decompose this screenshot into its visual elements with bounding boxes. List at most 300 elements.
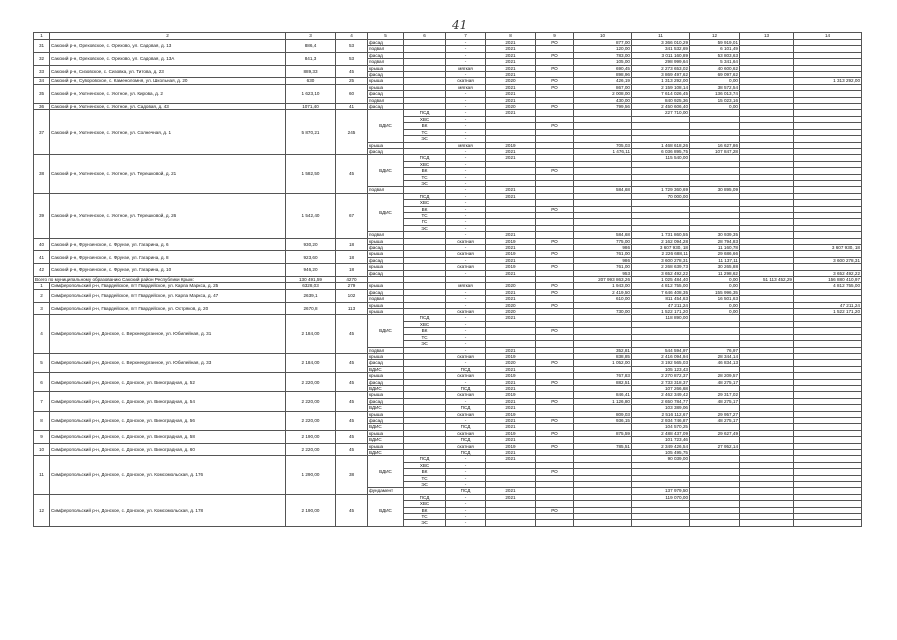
volume-cell: 1 126,80 [574, 398, 632, 404]
volume-cell: 2 419,50 [574, 289, 632, 295]
material-cell: - [446, 296, 486, 302]
col13-cell: 3 652 492,22 [794, 270, 862, 276]
material-cell: - [446, 257, 486, 263]
work-type-cell: ВДИС [368, 405, 404, 411]
area-cell: 6328,03 [286, 283, 336, 289]
material-cell: - [446, 46, 486, 52]
address-cell: Симферопольский р-н, Донское, с. Донское, ул. Виноградная, д. 56 [50, 411, 286, 430]
cost-cell: 3 600 278,31 [632, 257, 690, 263]
year-cell: 2020 [486, 78, 536, 84]
address-cell: Симферопольский р-н, Гвардейское, пгт Гвардейское, ул. Остряков, д. 20 [50, 302, 286, 315]
residents-cell: 113 [336, 302, 368, 315]
area-cell: 1 290,00 [286, 456, 336, 494]
cost-cell: 2 226 688,11 [632, 251, 690, 257]
year-cell: 2019 [486, 353, 536, 359]
material-cell: - [446, 193, 486, 199]
year-cell: 2021 [486, 257, 536, 263]
residents-cell: 53 [336, 40, 368, 53]
residents-cell: 25 [336, 78, 368, 84]
material-cell: ПСД [446, 405, 486, 411]
total-unit-cost: 1 025 484,40 [632, 277, 690, 283]
unit-cost-cell: 38 572,54 [690, 84, 740, 90]
method-cell: РО [536, 430, 574, 436]
area-cell: 1071,40 [286, 104, 336, 110]
material-cell: ПСД [446, 385, 486, 391]
system-cell: ВДИС [368, 315, 404, 347]
unit-cost-cell: 0,00 [690, 309, 740, 315]
cost-cell: 1 729 360,69 [632, 187, 690, 193]
residents-cell: 45 [336, 430, 368, 443]
material-cell: - [446, 417, 486, 423]
work-type-cell: крыша [368, 302, 404, 308]
address-cell: Сакский р-н, Ореховское, с. Орехово, ул. Садовая, д. 13 [50, 40, 286, 53]
volume-cell: 610,00 [574, 296, 632, 302]
year-cell: 2019 [486, 264, 536, 270]
volume-cell: 838,85 [574, 353, 632, 359]
work-type-cell: фасад [368, 417, 404, 423]
work-type-cell: крыша [368, 84, 404, 90]
unit-cost-cell: 48 275,17 [690, 398, 740, 404]
year-cell: 2021 [486, 65, 536, 71]
unit-cost-cell: 16 501,63 [690, 296, 740, 302]
cost-cell: 3 607 930, 18 [632, 245, 690, 251]
cost-cell: 2 733 318,37 [632, 379, 690, 385]
year-cell: 2021 [486, 289, 536, 295]
address-cell: Сакский р-н, Уютненское, с. Уютное, ул. Кирова, д. 2 [50, 84, 286, 103]
unit-cost-cell: 46 834,13 [690, 360, 740, 366]
method-cell: РО [536, 379, 574, 385]
year-cell: 2021 [486, 270, 536, 276]
cost-cell: 103 389,06 [632, 405, 690, 411]
unit-cost-cell: 28 794,83 [690, 238, 740, 244]
work-type-cell: крыша [368, 283, 404, 289]
system-cell: ВДИС [368, 110, 404, 142]
material-cell: ПСД [446, 437, 486, 443]
year-cell: 2021 [486, 347, 536, 353]
row-number: 39 [34, 193, 50, 238]
method-cell: РО [536, 84, 574, 90]
repair-program-table [33, 32, 862, 527]
material-cell: скатная [446, 264, 486, 270]
material-cell: - [446, 289, 486, 295]
cost-cell: 2 159 108,14 [632, 84, 690, 90]
year-cell: 2021 [486, 398, 536, 404]
volume-cell: 584,68 [574, 232, 632, 238]
row-number: 5 [34, 353, 50, 372]
volume-cell: 775,00 [574, 238, 632, 244]
work-type-cell: крыша [368, 392, 404, 398]
method-cell: РО [536, 78, 574, 84]
row-number: 7 [34, 392, 50, 411]
work-subtype-cell: ЭС [404, 341, 446, 347]
cost-cell: 2 349 426,54 [632, 443, 690, 449]
area-cell: 889,33 [286, 65, 336, 78]
material-cell: - [446, 514, 486, 520]
material-cell: - [446, 360, 486, 366]
residents-cell: 41 [336, 104, 368, 110]
total-col12: 0,00 [690, 277, 740, 283]
volume-cell: 1 476,11 [574, 148, 632, 154]
row-number: 8 [34, 411, 50, 430]
row-number: 36 [34, 104, 50, 110]
column-number: 4 [336, 33, 368, 40]
work-subtype-cell: ПСД [404, 456, 446, 462]
row-number: 31 [34, 40, 50, 53]
address-cell: Сакский р-н, Суворовское, с. Каменоломня, ул. Школьная, д. 20 [50, 78, 286, 84]
work-type-cell: фасад [368, 360, 404, 366]
year-cell: 2021 [486, 72, 536, 78]
work-type-cell: фасад [368, 52, 404, 58]
work-subtype-cell: ХВС [404, 462, 446, 468]
cost-cell: 47 211,24 [632, 302, 690, 308]
material-cell: скатная [446, 309, 486, 315]
work-type-cell: фасад [368, 91, 404, 97]
volume-cell: 1 943,00 [574, 283, 632, 289]
cost-cell: 70 000,00 [632, 193, 690, 199]
total-cost: 207 993 863,26 [574, 277, 632, 283]
area-cell: 1 542,40 [286, 193, 336, 238]
cost-cell: 7 646 408,35 [632, 289, 690, 295]
method-cell: РО [536, 104, 574, 110]
work-subtype-cell: ТС [404, 475, 446, 481]
work-type-cell: подвал [368, 59, 404, 65]
work-type-cell: крыша [368, 78, 404, 84]
work-subtype-cell: ХВС [404, 116, 446, 122]
residents-cell: 67 [336, 193, 368, 238]
cost-cell: 1 468 618,26 [632, 142, 690, 148]
row-number: 11 [34, 456, 50, 494]
year-cell: 2019 [486, 251, 536, 257]
material-cell: - [446, 334, 486, 340]
cost-cell: 298 999,64 [632, 59, 690, 65]
work-type-cell: крыша [368, 411, 404, 417]
volume-cell: 882,51 [574, 379, 632, 385]
volume-cell: 352,81 [574, 347, 632, 353]
year-cell: 2020 [486, 283, 536, 289]
material-cell: - [446, 40, 486, 46]
system-cell: ВДИС [368, 193, 404, 231]
area-cell: 2670,8 [286, 302, 336, 315]
system-cell: ВДИС [368, 456, 404, 488]
material-cell: - [446, 321, 486, 327]
work-type-cell: подвал [368, 187, 404, 193]
volume-cell: 426,19 [574, 78, 632, 84]
material-cell: скатная [446, 411, 486, 417]
volume-cell: 986 [574, 245, 632, 251]
unit-cost-cell [690, 520, 740, 526]
volume-cell: 2 008,00 [574, 91, 632, 97]
cost-cell: 105 123,43 [632, 366, 690, 372]
work-type-cell: фасад [368, 148, 404, 154]
volume-cell: 730,00 [574, 309, 632, 315]
volume-cell: 690,45 [574, 65, 632, 71]
cost-cell: 90 039,00 [632, 456, 690, 462]
row-number: 2 [34, 289, 50, 302]
residents-cell: 245 [336, 110, 368, 155]
cost-cell: 2 650 784,77 [632, 398, 690, 404]
method-cell: РО [536, 123, 574, 129]
cost-cell: 3 652 492,22 [632, 270, 690, 276]
column-number: 3 [286, 33, 336, 40]
address-cell: Симферопольский р-н, Донское, с. Донское, ул. Виноградная, д. 52 [50, 373, 286, 392]
cost-cell: 118 890,00 [632, 315, 690, 321]
year-cell: 2021 [486, 379, 536, 385]
material-cell: - [446, 200, 486, 206]
year-cell: 2021 [486, 424, 536, 430]
volume-cell: 430,00 [574, 97, 632, 103]
work-subtype-cell: ВК [404, 507, 446, 513]
unit-cost-cell: 29 957,27 [690, 411, 740, 417]
volume-cell: 1 052,00 [574, 360, 632, 366]
cost-cell: 2 516 112,67 [632, 411, 690, 417]
method-cell: РО [536, 360, 574, 366]
material-cell: - [446, 456, 486, 462]
work-subtype-cell: ВК [404, 328, 446, 334]
year-cell: 2021 [486, 417, 536, 423]
material-cell: ПСД [446, 488, 486, 494]
work-subtype-cell: ТС [404, 129, 446, 135]
work-subtype-cell: ТС [404, 334, 446, 340]
cost-cell: 1 313 292,00 [632, 78, 690, 84]
method-cell: РО [536, 238, 574, 244]
residents-cell: 53 [336, 52, 368, 65]
area-cell: 1 582,50 [286, 155, 336, 193]
address-cell: Сакский р-н, Уютненское, с. Уютное, ул. Садовая, д. 43 [50, 104, 286, 110]
year-cell [486, 520, 536, 526]
row-number: 3 [34, 302, 50, 315]
work-subtype-cell: ТС [404, 174, 446, 180]
address-cell: Сакский р-н, Фрунзенское, с. Фрунзе, ул. Гагарина, д. 10 [50, 264, 286, 277]
year-cell: 2020 [486, 104, 536, 110]
work-subtype-cell: ПСД [404, 315, 446, 321]
unit-cost-cell: 53 803,63 [690, 52, 740, 58]
year-cell: 2021 [486, 46, 536, 52]
material-cell: - [446, 245, 486, 251]
residents-cell: 60 [336, 84, 368, 103]
work-type-cell: ВДИС [368, 450, 404, 456]
work-type-cell: фундамент [368, 488, 404, 494]
material-cell: - [446, 341, 486, 347]
cost-cell: 2 488 437,09 [632, 430, 690, 436]
year-cell: 2019 [486, 392, 536, 398]
unit-cost-cell: 30 939,35 [690, 232, 740, 238]
cost-cell: 840 925,36 [632, 97, 690, 103]
unit-cost-cell: 30 265,88 [690, 264, 740, 270]
material-cell: - [446, 379, 486, 385]
material-cell: ПСД [446, 424, 486, 430]
unit-cost-cell: 48 275,17 [690, 379, 740, 385]
column-number: 2 [50, 33, 286, 40]
year-cell: 2021 [486, 232, 536, 238]
material-cell: - [446, 469, 486, 475]
unit-cost-cell: 11 298,62 [690, 270, 740, 276]
col13-cell: 47 211,24 [794, 302, 862, 308]
work-type-cell: крыша [368, 65, 404, 71]
residents-cell: 45 [336, 443, 368, 456]
address-cell: Симферопольский р-н, Донское, с. Донское, ул. Виноградная, д. 60 [50, 443, 286, 456]
material-cell: ПСД [446, 450, 486, 456]
method-cell: РО [536, 264, 574, 270]
work-type-cell: фасад [368, 104, 404, 110]
total-area: 130 491,59 [286, 277, 336, 283]
unit-cost-cell: 0,00 [690, 104, 740, 110]
cost-cell: 6 036 895,75 [632, 148, 690, 154]
cost-cell: 3 192 565,03 [632, 360, 690, 366]
cost-cell [632, 520, 690, 526]
year-cell: 2021 [486, 148, 536, 154]
column-number: 8 [486, 33, 536, 40]
cost-cell: 341 532,69 [632, 46, 690, 52]
cost-cell: 105 495,75 [632, 450, 690, 456]
material-cell: - [446, 174, 486, 180]
volume-cell: 809,03 [574, 411, 632, 417]
unit-cost-cell: 76,97 [690, 347, 740, 353]
material-cell: мягкая [446, 84, 486, 90]
work-subtype-cell: ВК [404, 206, 446, 212]
work-subtype-cell: ГС [404, 219, 446, 225]
work-type-cell: фасад [368, 379, 404, 385]
work-type-cell: крыша [368, 443, 404, 449]
year-cell: 2021 [486, 245, 536, 251]
total-label: Всего по муниципальному образованию Сакский район Республики Крым: [34, 277, 286, 283]
year-cell: 2021 [486, 187, 536, 193]
unit-cost-cell: 11 137,11 [690, 257, 740, 263]
method-cell: РО [536, 417, 574, 423]
unit-cost-cell: 11 160,78 [690, 245, 740, 251]
area-cell: 2 220,00 [286, 443, 336, 456]
area-cell: 946,20 [286, 264, 336, 277]
column-number: 1 [34, 33, 50, 40]
unit-cost-cell: 15 023,16 [690, 97, 740, 103]
row-number: 4 [34, 315, 50, 353]
address-cell: Сакский р-н, Уютненское, с. Уютное, ул. Терешковой, д. 26 [50, 193, 286, 238]
year-cell: 2021 [486, 296, 536, 302]
volume-cell: 761,00 [574, 251, 632, 257]
area-cell: 1 623,10 [286, 84, 336, 103]
method-cell: РО [536, 443, 574, 449]
work-type-cell: ВДИС [368, 437, 404, 443]
volume-cell: 783,00 [574, 52, 632, 58]
residents-cell: 45 [336, 411, 368, 430]
year-cell: 2019 [486, 430, 536, 436]
work-subtype-cell: ЭС [404, 136, 446, 142]
method-cell: РО [536, 40, 574, 46]
work-subtype-cell: ЭС [404, 225, 446, 231]
cost-cell: 107 266,68 [632, 385, 690, 391]
unit-cost-cell: 6 101,49 [690, 46, 740, 52]
system-cell: ВДИС [368, 494, 404, 526]
material-cell: - [446, 136, 486, 142]
row-number: 40 [34, 238, 50, 251]
row-number: 12 [34, 494, 50, 526]
row-number: 42 [34, 264, 50, 277]
method-cell: РО [536, 251, 574, 257]
address-cell: Сакский р-н, Сизовское, с. Сизовка, ул. Титова, д. 23 [50, 65, 286, 78]
material-cell: скатная [446, 443, 486, 449]
work-subtype-cell: ХВС [404, 321, 446, 327]
column-number: 14 [794, 33, 862, 40]
material-cell: - [446, 398, 486, 404]
material-cell: - [446, 462, 486, 468]
unit-cost-cell: 5 341,64 [690, 59, 740, 65]
residents-cell: 18 [336, 238, 368, 251]
material-cell: - [446, 110, 486, 116]
method-cell: РО [536, 507, 574, 513]
work-type-cell: фасад [368, 398, 404, 404]
material-cell: - [446, 302, 486, 308]
address-cell: Сакский р-н, Фрунзенское, с. Фрунзе, ул. Гагарина, д. 8 [50, 251, 286, 264]
material-cell: скатная [446, 78, 486, 84]
address-cell: Симферопольский р-н, Донское, с. Донское, ул. Виноградная, д. 58 [50, 430, 286, 443]
total-col13: 51 113 452,29 [740, 277, 794, 283]
material-cell: - [446, 97, 486, 103]
material-cell: скатная [446, 238, 486, 244]
cost-cell: 3 869 497,62 [632, 72, 690, 78]
material-cell: - [446, 494, 486, 500]
work-type-cell: ВДИС [368, 385, 404, 391]
row-number: 35 [34, 84, 50, 103]
work-subtype-cell: ХВС [404, 161, 446, 167]
year-cell: 2020 [486, 309, 536, 315]
work-type-cell: крыша [368, 251, 404, 257]
work-type-cell: подвал [368, 296, 404, 302]
area-cell: 2 184,00 [286, 315, 336, 353]
year-cell: 2019 [486, 411, 536, 417]
material-cell: - [446, 123, 486, 129]
address-cell: Сакский р-н, Фрунзенское, с. Фрунзе, ул. Гагарина, д. 6 [50, 238, 286, 251]
row-number: 9 [34, 430, 50, 443]
unit-cost-cell: 0,00 [690, 283, 740, 289]
material-cell: ПСД [446, 366, 486, 372]
column-number: 10 [574, 33, 632, 40]
residents-cell: 18 [336, 251, 368, 264]
material-cell: - [446, 52, 486, 58]
material-cell: - [446, 507, 486, 513]
address-cell: Симферопольский р-н, Гвардейское, пгт Гвардейское, ул. Карла Маркса, д. 47 [50, 289, 286, 302]
volume-cell: 105,00 [574, 59, 632, 65]
unit-cost-cell: 40 600,62 [690, 65, 740, 71]
work-type-cell: крыша [368, 142, 404, 148]
method-cell: РО [536, 289, 574, 295]
material-cell: - [446, 206, 486, 212]
cost-cell: 104 570,25 [632, 424, 690, 430]
work-type-cell: подвал [368, 97, 404, 103]
residents-cell: 45 [336, 353, 368, 372]
total-residents: 4270 [336, 277, 368, 283]
year-cell: 2021 [486, 494, 536, 500]
method-cell: РО [536, 52, 574, 58]
year-cell: 2021 [486, 155, 536, 161]
method-cell: РО [536, 469, 574, 475]
volume-cell: 767,83 [574, 373, 632, 379]
material-cell: - [446, 148, 486, 154]
unit-cost-cell: 136 013,74 [690, 91, 740, 97]
year-cell: 2019 [486, 373, 536, 379]
unit-cost-cell: 16 627,86 [690, 142, 740, 148]
volume-cell [574, 520, 632, 526]
cost-cell: 227 710,00 [632, 110, 690, 116]
residents-cell: 38 [336, 456, 368, 494]
cost-cell: 2 416 094,94 [632, 353, 690, 359]
volume-cell: 120,00 [574, 46, 632, 52]
material-cell: - [446, 475, 486, 481]
material-cell: - [446, 520, 486, 526]
cost-cell: 119 070,00 [632, 494, 690, 500]
page-number: 41 [452, 18, 468, 32]
work-subtype-cell: ВК [404, 168, 446, 174]
row-number: 41 [34, 251, 50, 264]
work-type-cell: ВДИС [368, 366, 404, 372]
